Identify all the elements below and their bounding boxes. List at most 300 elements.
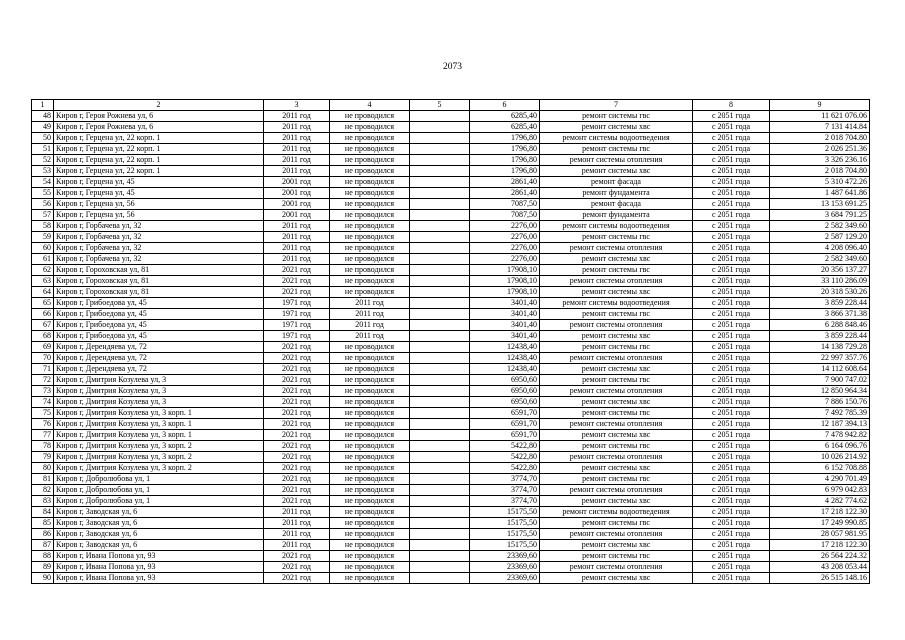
work-type-cell: ремонт системы хвс (540, 496, 693, 507)
area-cell: 1796,80 (470, 166, 540, 177)
work-type-cell: ремонт системы отопления (540, 452, 693, 463)
area-cell: 17908,10 (470, 287, 540, 298)
table-row (32, 232, 870, 243)
period-cell: с 2051 года (693, 474, 770, 485)
period-cell: с 2051 года (693, 353, 770, 364)
cost-cell: 28 057 981.95 (770, 529, 870, 540)
work-type-cell: ремонт системы гвс (540, 342, 693, 353)
build-year-cell: 2011 год (264, 122, 330, 133)
cost-cell: 2 018 704.80 (770, 166, 870, 177)
table-row (32, 188, 870, 199)
table-row (32, 386, 870, 397)
build-year-cell: 2021 год (264, 342, 330, 353)
last-repair-cell: не проводился (330, 474, 410, 485)
column-header: 4 (330, 100, 410, 111)
address-cell: Киров г, Грибоедова ул, 45 (54, 309, 264, 320)
period-cell: с 2051 года (693, 210, 770, 221)
last-repair-cell: не проводился (330, 276, 410, 287)
work-type-cell: ремонт системы хвс (540, 463, 693, 474)
row-number: 86 (32, 529, 54, 540)
row-number: 74 (32, 397, 54, 408)
work-type-cell: ремонт системы отопления (540, 529, 693, 540)
address-cell: Киров г, Героя Рожнева ул, 6 (54, 111, 264, 122)
col5-cell (410, 353, 470, 364)
cost-cell: 7 900 747.02 (770, 375, 870, 386)
last-repair-cell: не проводился (330, 551, 410, 562)
build-year-cell: 2021 год (264, 397, 330, 408)
cost-cell: 4 208 096.40 (770, 243, 870, 254)
last-repair-cell: не проводился (330, 188, 410, 199)
cost-cell: 1 487 641.86 (770, 188, 870, 199)
area-cell: 2861,40 (470, 177, 540, 188)
area-cell: 12438,40 (470, 364, 540, 375)
work-type-cell: ремонт системы хвс (540, 397, 693, 408)
period-cell: с 2051 года (693, 177, 770, 188)
period-cell: с 2051 года (693, 298, 770, 309)
area-cell: 3401,40 (470, 298, 540, 309)
work-type-cell: ремонт системы отопления (540, 386, 693, 397)
build-year-cell: 2001 год (264, 199, 330, 210)
work-type-cell: ремонт системы отопления (540, 155, 693, 166)
address-cell: Киров г, Добролюбова ул, 1 (54, 485, 264, 496)
table-row (32, 254, 870, 265)
period-cell: с 2051 года (693, 430, 770, 441)
area-cell: 3774,70 (470, 485, 540, 496)
table-row (32, 287, 870, 298)
col5-cell (410, 364, 470, 375)
period-cell: с 2051 года (693, 551, 770, 562)
address-cell: Киров г, Дерендяева ул, 72 (54, 342, 264, 353)
work-type-cell: ремонт системы гвс (540, 408, 693, 419)
period-cell: с 2051 года (693, 463, 770, 474)
last-repair-cell: не проводился (330, 133, 410, 144)
period-cell: с 2051 года (693, 122, 770, 133)
row-number: 76 (32, 419, 54, 430)
address-cell: Киров г, Дмитрия Козулева ул, 3 корп. 1 (54, 419, 264, 430)
col5-cell (410, 485, 470, 496)
cost-cell: 4 282 774.62 (770, 496, 870, 507)
build-year-cell: 2021 год (264, 408, 330, 419)
col5-cell (410, 408, 470, 419)
col5-cell (410, 155, 470, 166)
column-header: 9 (770, 100, 870, 111)
cost-cell: 6 979 042.83 (770, 485, 870, 496)
work-type-cell: ремонт системы водоотведения (540, 221, 693, 232)
col5-cell (410, 287, 470, 298)
work-type-cell: ремонт системы хвс (540, 573, 693, 584)
address-cell: Киров г, Гороховская ул, 81 (54, 265, 264, 276)
area-cell: 2276,00 (470, 232, 540, 243)
row-number: 52 (32, 155, 54, 166)
col5-cell (410, 397, 470, 408)
area-cell: 15175,50 (470, 518, 540, 529)
last-repair-cell: 2011 год (330, 309, 410, 320)
build-year-cell: 1971 год (264, 320, 330, 331)
area-cell: 1796,80 (470, 144, 540, 155)
address-cell: Киров г, Горбачева ул, 32 (54, 254, 264, 265)
column-header: 7 (540, 100, 693, 111)
period-cell: с 2051 года (693, 419, 770, 430)
col5-cell (410, 375, 470, 386)
area-cell: 3774,70 (470, 474, 540, 485)
table-row (32, 199, 870, 210)
build-year-cell: 2011 год (264, 518, 330, 529)
build-year-cell: 2021 год (264, 265, 330, 276)
period-cell: с 2051 года (693, 188, 770, 199)
cost-cell: 3 859 228.44 (770, 331, 870, 342)
period-cell: с 2051 года (693, 276, 770, 287)
col5-cell (410, 320, 470, 331)
column-header: 5 (410, 100, 470, 111)
work-type-cell: ремонт системы гвс (540, 232, 693, 243)
row-number: 85 (32, 518, 54, 529)
table-row (32, 408, 870, 419)
period-cell: с 2051 года (693, 144, 770, 155)
row-number: 58 (32, 221, 54, 232)
row-number: 63 (32, 276, 54, 287)
table-row (32, 298, 870, 309)
cost-cell: 2 582 349.60 (770, 221, 870, 232)
build-year-cell: 2001 год (264, 177, 330, 188)
period-cell: с 2051 года (693, 111, 770, 122)
last-repair-cell: не проводился (330, 254, 410, 265)
last-repair-cell: не проводился (330, 287, 410, 298)
last-repair-cell: не проводился (330, 463, 410, 474)
row-number: 87 (32, 540, 54, 551)
table-row (32, 309, 870, 320)
col5-cell (410, 221, 470, 232)
address-cell: Киров г, Грибоедова ул, 45 (54, 331, 264, 342)
table-row (32, 364, 870, 375)
cost-cell: 7 131 414.84 (770, 122, 870, 133)
area-cell: 5422,80 (470, 452, 540, 463)
cost-cell: 2 587 129.20 (770, 232, 870, 243)
cost-cell: 14 138 729.28 (770, 342, 870, 353)
address-cell: Киров г, Дмитрия Козулева ул, 3 (54, 375, 264, 386)
work-type-cell: ремонт системы хвс (540, 364, 693, 375)
row-number: 57 (32, 210, 54, 221)
period-cell: с 2051 года (693, 331, 770, 342)
period-cell: с 2051 года (693, 243, 770, 254)
address-cell: Киров г, Добролюбова ул, 1 (54, 474, 264, 485)
last-repair-cell: не проводился (330, 111, 410, 122)
col5-cell (410, 573, 470, 584)
table-row (32, 397, 870, 408)
period-cell: с 2051 года (693, 408, 770, 419)
work-type-cell: ремонт системы водоотведения (540, 507, 693, 518)
row-number: 72 (32, 375, 54, 386)
address-cell: Киров г, Герцена ул, 22 корп. 1 (54, 166, 264, 177)
work-type-cell: ремонт системы отопления (540, 353, 693, 364)
cost-cell: 2 582 349.60 (770, 254, 870, 265)
area-cell: 23369,60 (470, 551, 540, 562)
cost-cell: 7 478 942.82 (770, 430, 870, 441)
period-cell: с 2051 года (693, 342, 770, 353)
work-type-cell: ремонт системы гвс (540, 265, 693, 276)
row-number: 62 (32, 265, 54, 276)
area-cell: 5422,80 (470, 441, 540, 452)
build-year-cell: 2011 год (264, 221, 330, 232)
address-cell: Киров г, Дмитрия Козулева ул, 3 (54, 386, 264, 397)
cost-cell: 2 026 251.36 (770, 144, 870, 155)
build-year-cell: 2021 год (264, 430, 330, 441)
col5-cell (410, 342, 470, 353)
row-number: 88 (32, 551, 54, 562)
table-row (32, 551, 870, 562)
build-year-cell: 2021 год (264, 375, 330, 386)
row-number: 68 (32, 331, 54, 342)
cost-cell: 43 208 053.44 (770, 562, 870, 573)
cost-cell: 13 153 691.25 (770, 199, 870, 210)
area-cell: 1796,80 (470, 155, 540, 166)
build-year-cell: 2011 год (264, 529, 330, 540)
period-cell: с 2051 года (693, 386, 770, 397)
last-repair-cell: 2011 год (330, 298, 410, 309)
area-cell: 17908,10 (470, 276, 540, 287)
last-repair-cell: не проводился (330, 529, 410, 540)
col5-cell (410, 144, 470, 155)
column-header: 6 (470, 100, 540, 111)
row-number: 79 (32, 452, 54, 463)
address-cell: Киров г, Ивана Попова ул, 93 (54, 551, 264, 562)
cost-cell: 17 249 990.85 (770, 518, 870, 529)
work-type-cell: ремонт системы водоотведения (540, 133, 693, 144)
last-repair-cell: не проводился (330, 430, 410, 441)
row-number: 55 (32, 188, 54, 199)
work-type-cell: ремонт системы отопления (540, 243, 693, 254)
col5-cell (410, 518, 470, 529)
work-type-cell: ремонт фасада (540, 177, 693, 188)
row-number: 78 (32, 441, 54, 452)
col5-cell (410, 419, 470, 430)
row-number: 65 (32, 298, 54, 309)
row-number: 84 (32, 507, 54, 518)
col5-cell (410, 496, 470, 507)
row-number: 80 (32, 463, 54, 474)
table-row (32, 518, 870, 529)
build-year-cell: 2021 год (264, 562, 330, 573)
work-type-cell: ремонт системы гвс (540, 551, 693, 562)
build-year-cell: 2011 год (264, 166, 330, 177)
row-number: 77 (32, 430, 54, 441)
row-number: 69 (32, 342, 54, 353)
work-type-cell: ремонт системы отопления (540, 562, 693, 573)
column-header: 2 (54, 100, 264, 111)
area-cell: 15175,50 (470, 529, 540, 540)
last-repair-cell: не проводился (330, 232, 410, 243)
build-year-cell: 2011 год (264, 232, 330, 243)
address-cell: Киров г, Заводская ул, 6 (54, 529, 264, 540)
address-cell: Киров г, Заводская ул, 6 (54, 518, 264, 529)
address-cell: Киров г, Заводская ул, 6 (54, 540, 264, 551)
area-cell: 6950,60 (470, 397, 540, 408)
cost-cell: 10 026 214.92 (770, 452, 870, 463)
last-repair-cell: не проводился (330, 144, 410, 155)
col5-cell (410, 309, 470, 320)
period-cell: с 2051 года (693, 562, 770, 573)
col5-cell (410, 430, 470, 441)
build-year-cell: 2021 год (264, 551, 330, 562)
table-row (32, 430, 870, 441)
cost-cell: 7 886 150.76 (770, 397, 870, 408)
build-year-cell: 2021 год (264, 441, 330, 452)
area-cell: 23369,60 (470, 573, 540, 584)
work-type-cell: ремонт системы гвс (540, 309, 693, 320)
period-cell: с 2051 года (693, 254, 770, 265)
column-header: 8 (693, 100, 770, 111)
last-repair-cell: не проводился (330, 375, 410, 386)
last-repair-cell: не проводился (330, 441, 410, 452)
last-repair-cell: не проводился (330, 353, 410, 364)
last-repair-cell: не проводился (330, 496, 410, 507)
area-cell: 3401,40 (470, 331, 540, 342)
area-cell: 5422,80 (470, 463, 540, 474)
build-year-cell: 2001 год (264, 210, 330, 221)
address-cell: Киров г, Герцена ул, 22 корп. 1 (54, 144, 264, 155)
col5-cell (410, 265, 470, 276)
col5-cell (410, 243, 470, 254)
table-row (32, 111, 870, 122)
work-type-cell: ремонт системы хвс (540, 166, 693, 177)
address-cell: Киров г, Герцена ул, 22 корп. 1 (54, 155, 264, 166)
table-row (32, 265, 870, 276)
work-type-cell: ремонт системы гвс (540, 518, 693, 529)
build-year-cell: 2011 год (264, 507, 330, 518)
col5-cell (410, 331, 470, 342)
address-cell: Киров г, Горбачева ул, 32 (54, 221, 264, 232)
table-row (32, 155, 870, 166)
table-row (32, 342, 870, 353)
last-repair-cell: не проводился (330, 122, 410, 133)
build-year-cell: 1971 год (264, 309, 330, 320)
work-type-cell: ремонт системы хвс (540, 254, 693, 265)
table-row (32, 441, 870, 452)
row-number: 54 (32, 177, 54, 188)
build-year-cell: 2011 год (264, 133, 330, 144)
work-type-cell: ремонт системы хвс (540, 430, 693, 441)
work-type-cell: ремонт системы хвс (540, 331, 693, 342)
row-number: 64 (32, 287, 54, 298)
table-row (32, 243, 870, 254)
table-row (32, 331, 870, 342)
cost-cell: 11 621 076.06 (770, 111, 870, 122)
build-year-cell: 2021 год (264, 485, 330, 496)
cost-cell: 17 218 122.30 (770, 540, 870, 551)
col5-cell (410, 540, 470, 551)
area-cell: 6591,70 (470, 430, 540, 441)
work-type-cell: ремонт системы отопления (540, 320, 693, 331)
table-row (32, 419, 870, 430)
build-year-cell: 1971 год (264, 298, 330, 309)
row-number: 83 (32, 496, 54, 507)
build-year-cell: 2021 год (264, 452, 330, 463)
table-row (32, 507, 870, 518)
period-cell: с 2051 года (693, 364, 770, 375)
area-cell: 3401,40 (470, 309, 540, 320)
cost-cell: 7 492 785.39 (770, 408, 870, 419)
row-number: 81 (32, 474, 54, 485)
address-cell: Киров г, Горбачева ул, 32 (54, 243, 264, 254)
address-cell: Киров г, Дмитрия Козулева ул, 3 корп. 1 (54, 408, 264, 419)
last-repair-cell: не проводился (330, 210, 410, 221)
work-type-cell: ремонт системы отопления (540, 419, 693, 430)
build-year-cell: 2021 год (264, 496, 330, 507)
last-repair-cell: не проводился (330, 386, 410, 397)
col5-cell (410, 463, 470, 474)
row-number: 71 (32, 364, 54, 375)
work-type-cell: ремонт системы гвс (540, 144, 693, 155)
last-repair-cell: не проводился (330, 243, 410, 254)
cost-cell: 33 110 286.09 (770, 276, 870, 287)
area-cell: 3401,40 (470, 320, 540, 331)
col5-cell (410, 441, 470, 452)
last-repair-cell: не проводился (330, 485, 410, 496)
build-year-cell: 2021 год (264, 419, 330, 430)
address-cell: Киров г, Заводская ул, 6 (54, 507, 264, 518)
table-row (32, 375, 870, 386)
col5-cell (410, 386, 470, 397)
period-cell: с 2051 года (693, 166, 770, 177)
last-repair-cell: не проводился (330, 166, 410, 177)
table-row (32, 166, 870, 177)
col5-cell (410, 298, 470, 309)
row-number: 89 (32, 562, 54, 573)
build-year-cell: 2001 год (264, 188, 330, 199)
address-cell: Киров г, Дмитрия Козулева ул, 3 корп. 1 (54, 430, 264, 441)
work-type-cell: ремонт фасада (540, 199, 693, 210)
column-header: 1 (32, 100, 54, 111)
col5-cell (410, 188, 470, 199)
address-cell: Киров г, Дмитрия Козулева ул, 3 корп. 2 (54, 452, 264, 463)
col5-cell (410, 166, 470, 177)
period-cell: с 2051 года (693, 507, 770, 518)
work-type-cell: ремонт системы хвс (540, 122, 693, 133)
cost-cell: 22 997 357.76 (770, 353, 870, 364)
table-row (32, 177, 870, 188)
table-row (32, 210, 870, 221)
period-cell: с 2051 года (693, 441, 770, 452)
last-repair-cell: не проводился (330, 540, 410, 551)
table-row (32, 144, 870, 155)
last-repair-cell: не проводился (330, 452, 410, 463)
cost-cell: 2 018 704.80 (770, 133, 870, 144)
period-cell: с 2051 года (693, 397, 770, 408)
last-repair-cell: 2011 год (330, 331, 410, 342)
period-cell: с 2051 года (693, 573, 770, 584)
cost-cell: 17 218 122.30 (770, 507, 870, 518)
period-cell: с 2051 года (693, 221, 770, 232)
address-cell: Киров г, Грибоедова ул, 45 (54, 298, 264, 309)
area-cell: 15175,50 (470, 507, 540, 518)
col5-cell (410, 122, 470, 133)
build-year-cell: 2011 год (264, 540, 330, 551)
address-cell: Киров г, Грибоедова ул, 45 (54, 320, 264, 331)
row-number: 67 (32, 320, 54, 331)
col5-cell (410, 254, 470, 265)
cost-cell: 26 564 224.32 (770, 551, 870, 562)
work-type-cell: ремонт системы хвс (540, 287, 693, 298)
last-repair-cell: не проводился (330, 364, 410, 375)
period-cell: с 2051 года (693, 529, 770, 540)
area-cell: 2276,00 (470, 243, 540, 254)
period-cell: с 2051 года (693, 518, 770, 529)
build-year-cell: 2021 год (264, 287, 330, 298)
period-cell: с 2051 года (693, 133, 770, 144)
table-row (32, 221, 870, 232)
area-cell: 3774,70 (470, 496, 540, 507)
col5-cell (410, 199, 470, 210)
address-cell: Киров г, Дмитрия Козулева ул, 3 корп. 2 (54, 463, 264, 474)
